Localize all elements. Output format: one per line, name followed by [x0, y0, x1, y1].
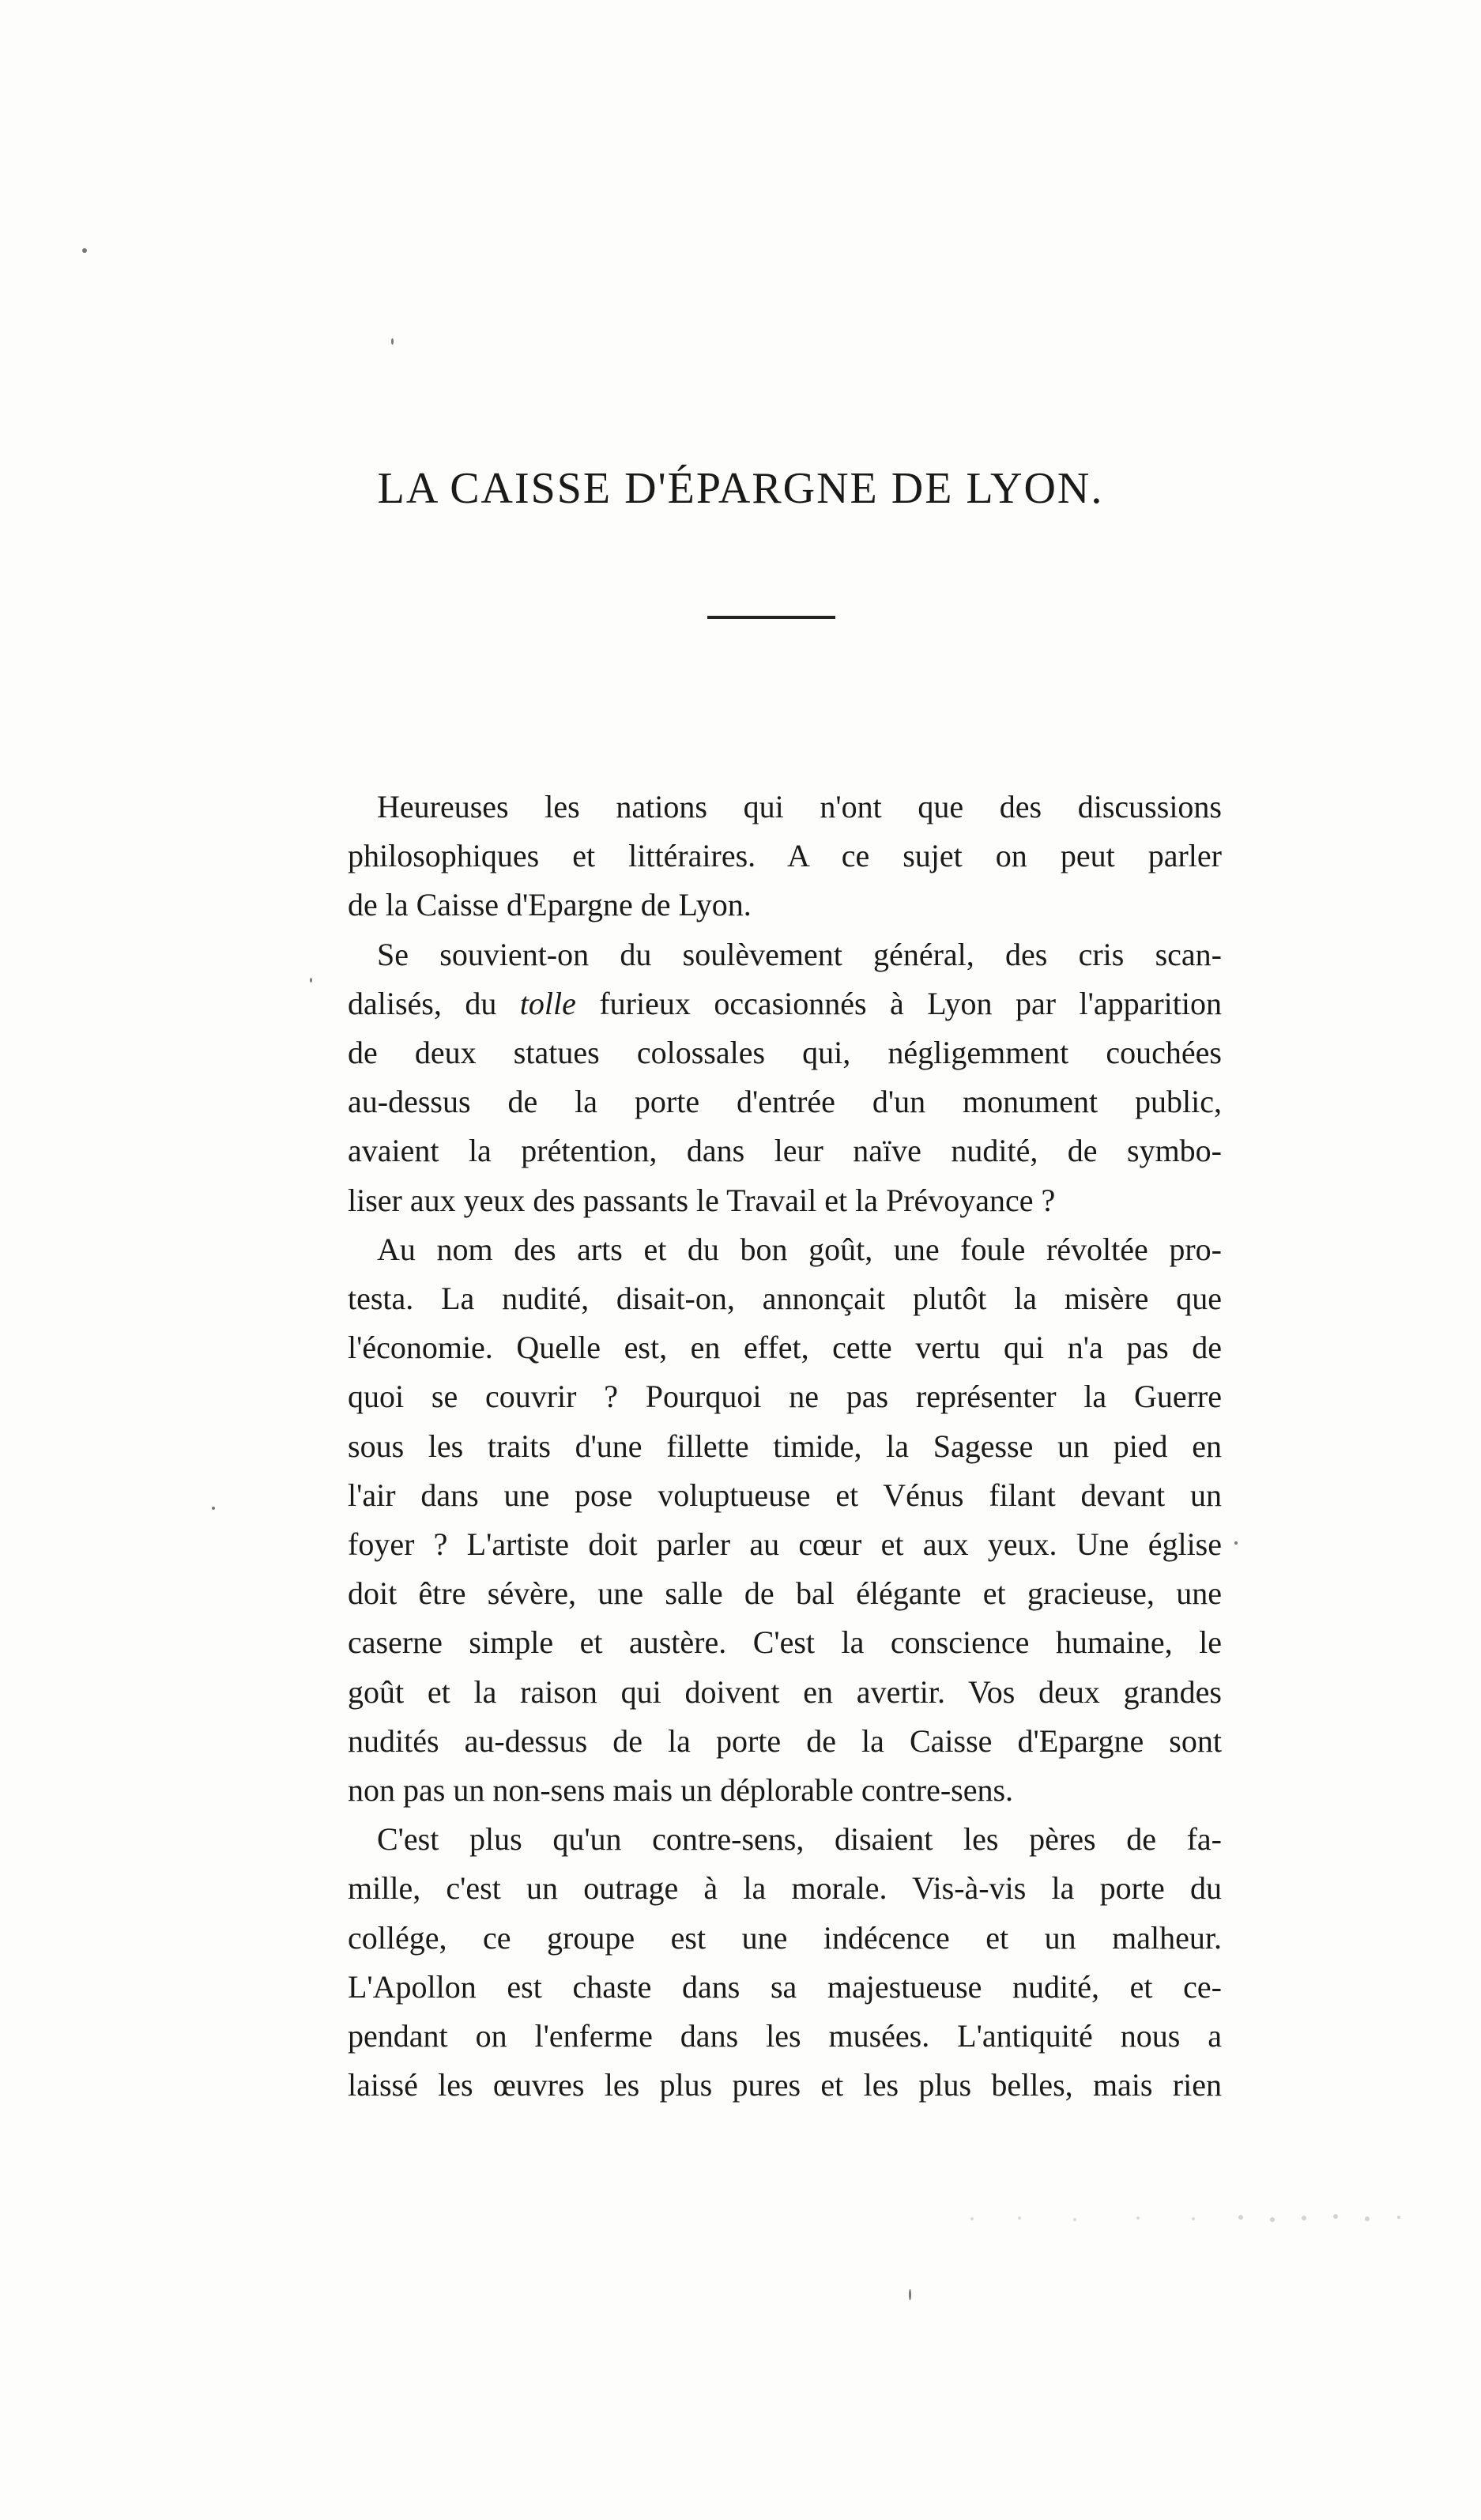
text-line: sous les traits d'une fillette timide, la Sagesse un pied en: [348, 1428, 1222, 1464]
text-line: doit être sévère, une salle de bal élégante et gracieuse, une: [348, 1575, 1222, 1612]
title-rule: [707, 616, 835, 619]
text-line: l'économie. Quelle est, en effet, cette vertu qui n'a pas de: [348, 1330, 1222, 1366]
text-line: pendant on l'enferme dans les musées. L'antiquité nous a: [348, 2018, 1222, 2054]
scan-speck: [310, 978, 312, 983]
scan-speck: [909, 2289, 911, 2300]
text-line: avaient la prétention, dans leur naïve nudité, de symbo-: [348, 1133, 1222, 1169]
text-line: de la Caisse d'Epargne de Lyon.: [348, 887, 752, 923]
text-line: goût et la raison qui doivent en avertir. Vos deux grandes: [348, 1673, 1222, 1710]
paragraph-2: [348, 930, 1222, 1225]
text-line: de deux statues colossales qui, négligemment couchées: [348, 1035, 1222, 1071]
chapter-title: LA CAISSE D'ÉPARGNE DE LYON.: [377, 464, 1104, 513]
paragraph-3: [348, 1225, 1222, 1815]
scan-speck: [1234, 1541, 1238, 1545]
text-line: caserne simple et austère. C'est la conscience humaine, le: [348, 1624, 1222, 1661]
scan-speck: [212, 1507, 215, 1510]
text-line: Se souvient-on du soulèvement général, des cris scan-: [377, 936, 1222, 972]
text-line: C'est plus qu'un contre-sens, disaient les pères de fa-: [377, 1821, 1222, 1858]
text-line: L'Apollon est chaste dans sa majestueuse nudité, et ce-: [348, 1968, 1222, 2005]
text-line: Heureuses les nations qui n'ont que des discussions: [377, 789, 1222, 824]
scan-speck: [82, 248, 87, 253]
text-line: nudités au-dessus de la porte de la Caisse d'Epargne sont: [348, 1722, 1222, 1759]
text-line: Au nom des arts et du bon goût, une foule révoltée pro-: [377, 1231, 1222, 1267]
text-line: collége, ce groupe est une indécence et un malheur.: [348, 1919, 1222, 1956]
scan-smudge: [956, 2207, 1415, 2231]
text-line-with-italic: dalisés, du tolle furieux occasionnés à Lyon par l'apparition: [348, 985, 1222, 1021]
paragraph-4: [348, 1815, 1222, 2110]
text-line: philosophiques et littéraires. A ce sujet on peut parler: [348, 838, 1222, 874]
text-line: non pas un non-sens mais un déplorable contre-sens.: [348, 1772, 1014, 1809]
text-line: quoi se couvrir ? Pourquoi ne pas représenter la Guerre: [348, 1379, 1222, 1415]
text-line: liser aux yeux des passants le Travail et la Prévoyance ?: [348, 1182, 1056, 1218]
scan-speck: [391, 338, 394, 345]
text-line: testa. La nudité, disait-on, annonçait plutôt la misère que: [348, 1281, 1222, 1317]
text-line: laissé les œuvres les plus pures et les plus belles, mais rien: [348, 2067, 1222, 2103]
italic-word: tolle: [519, 985, 576, 1021]
paragraph-1: [348, 783, 1222, 930]
text-line: foyer ? L'artiste doit parler au cœur et aux yeux. Une église: [348, 1526, 1222, 1563]
text-line: l'air dans une pose voluptueuse et Vénus filant devant un: [348, 1477, 1222, 1513]
body-text: [348, 783, 1222, 2110]
text-line: au-dessus de la porte d'entrée d'un monument public,: [348, 1084, 1222, 1120]
text-line: mille, c'est un outrage à la morale. Vis-à-vis la porte du: [348, 1870, 1222, 1907]
